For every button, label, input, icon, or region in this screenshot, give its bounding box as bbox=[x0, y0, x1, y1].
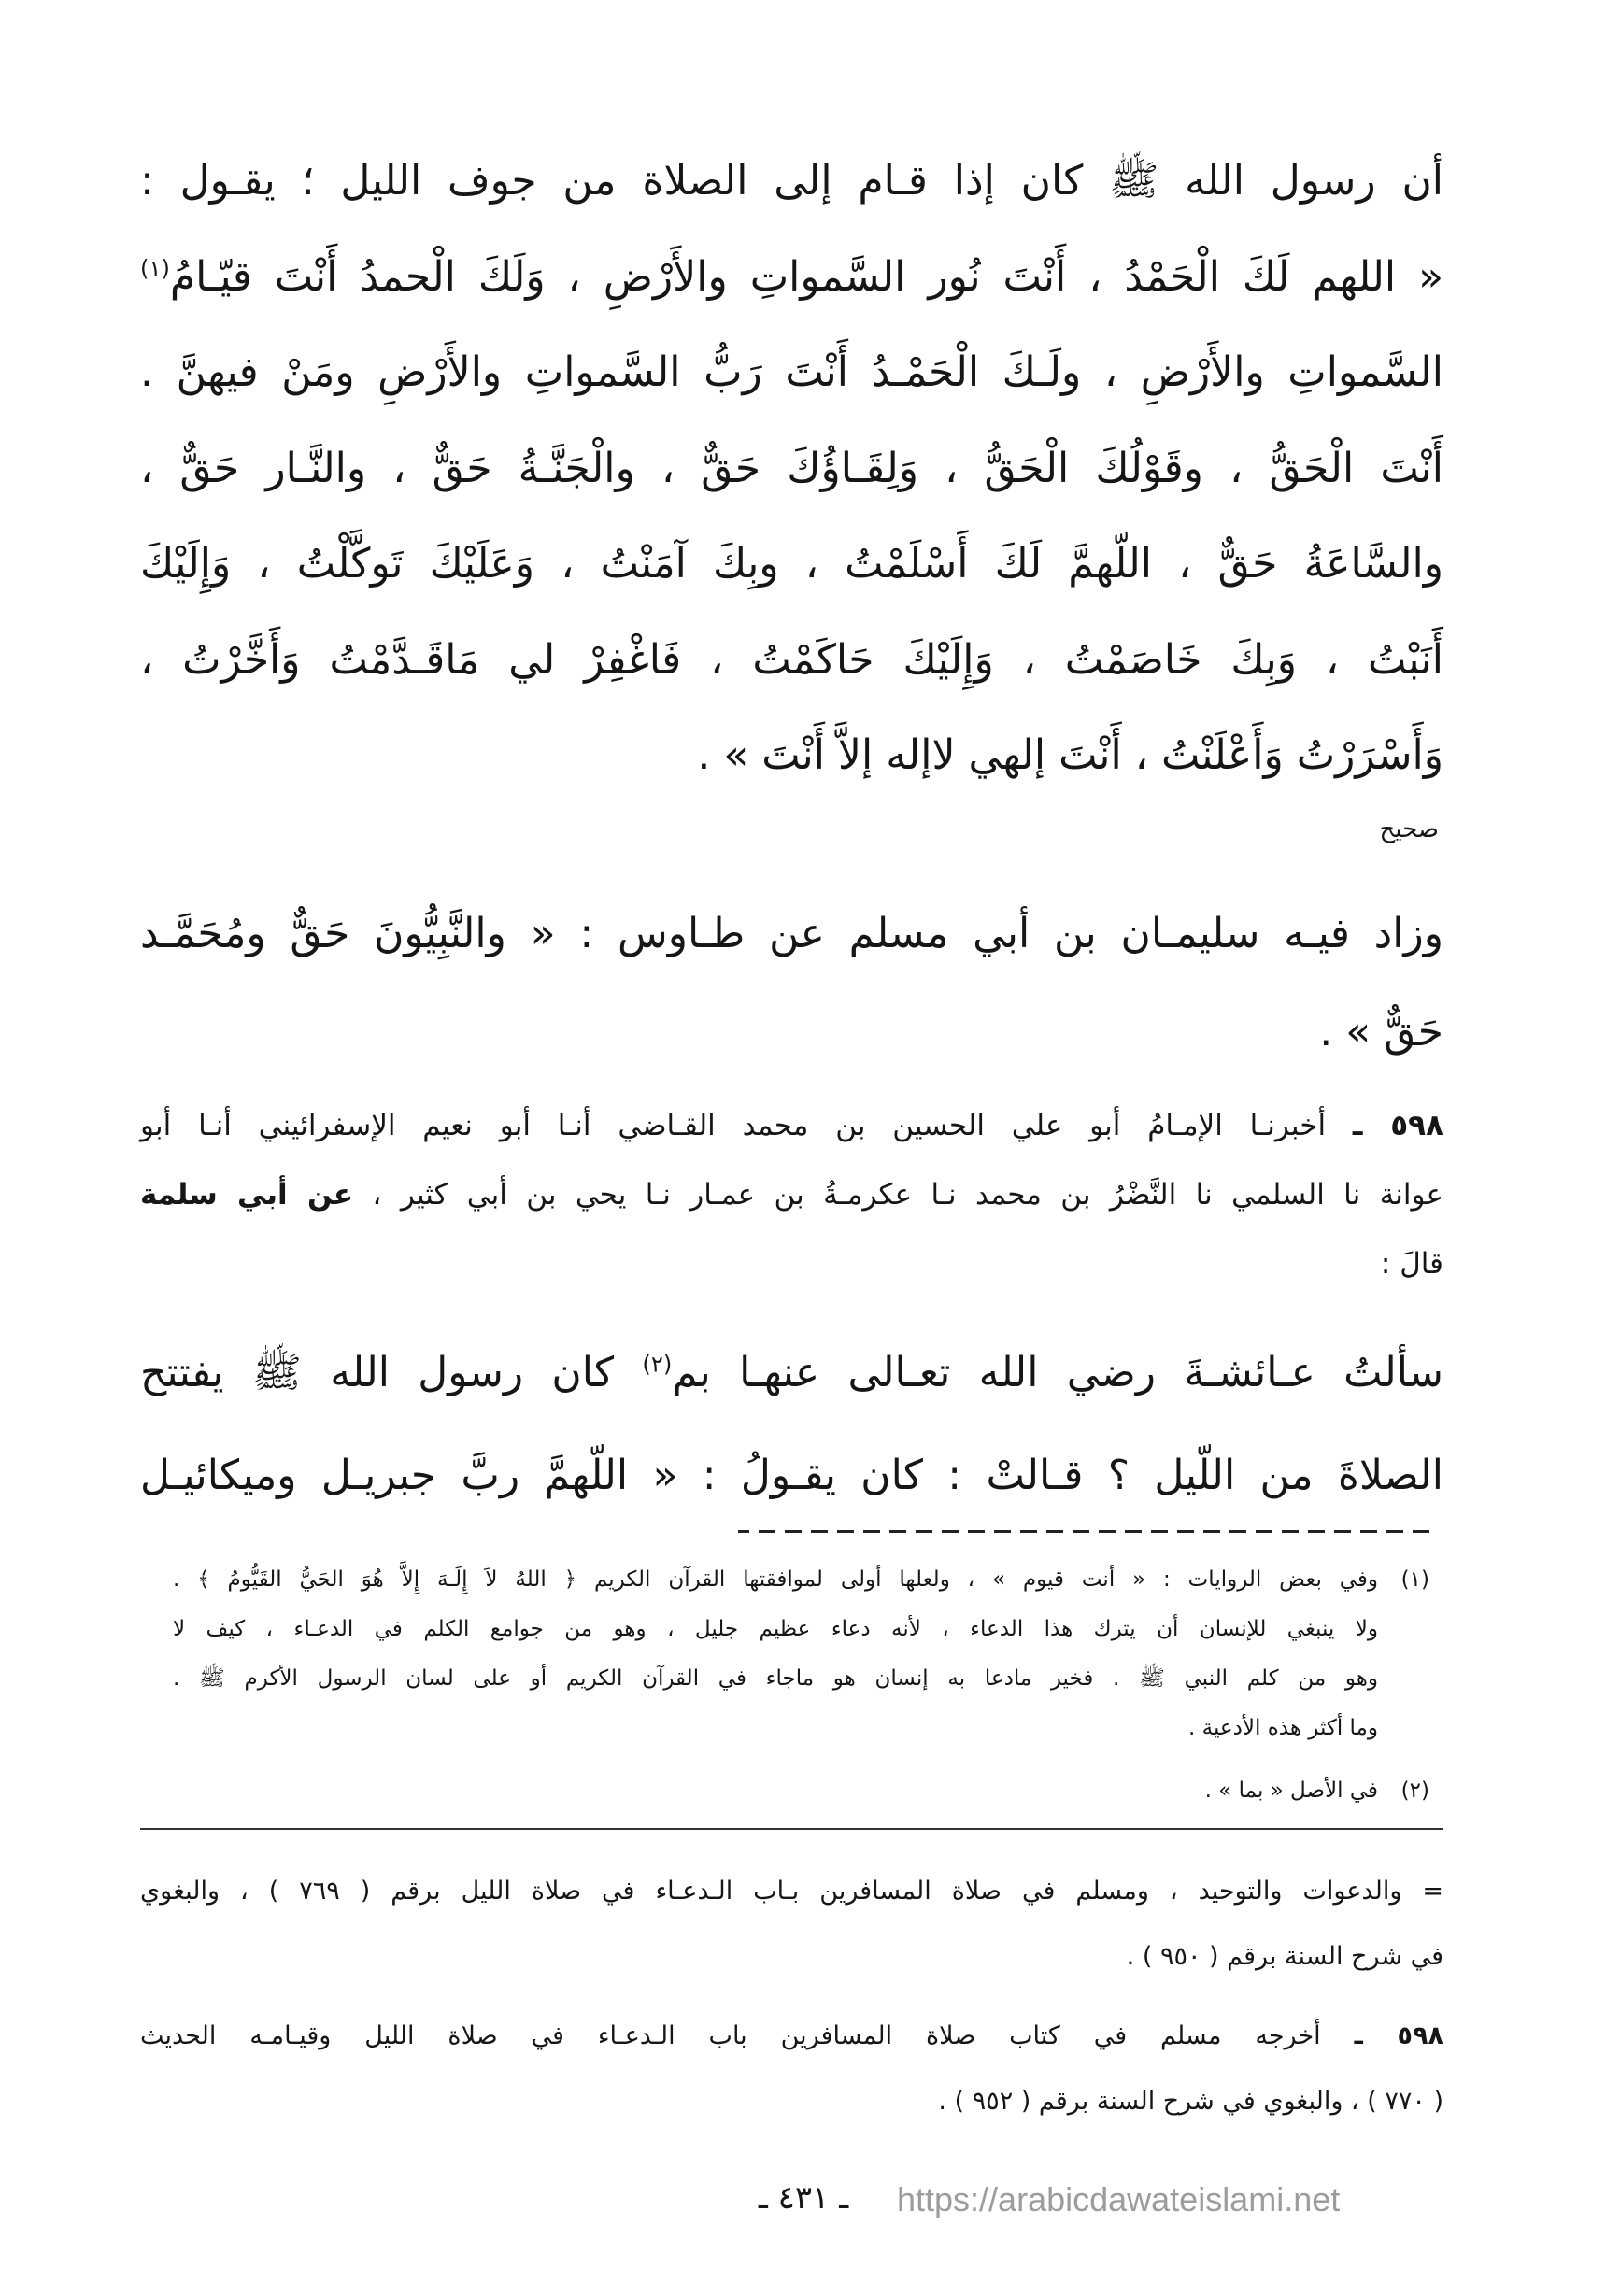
main-text-line-body: « اللهم لَكَ الْحَمْدُ ، أَنْتَ نُور السَّمواتِ والأَرْضِ ، وَلَكَ الْحمدُ أَنْتَ قيّـامُ bbox=[169, 252, 1443, 301]
takhrij-line-text: أخرجه مسلم في كتاب صلاة المسافرين باب الـدعـاء في صلاة الليل وقيـامـه الحديث bbox=[140, 2021, 1321, 2050]
takhrij-598 bbox=[140, 2004, 1443, 2134]
hadith-598-isnad bbox=[140, 1091, 1443, 1298]
addition-line: وزاد فيـه سليمـان بن أبي مسلم عن طـاوس : « والنَّبِيُّونَ حَقٌّ ومُحَمَّـد bbox=[140, 910, 1443, 957]
main-text-line: وَأَسْرَرْتُ وَأَعْلَنْتُ ، أَنْتَ إلهي لاإله إلاَّ أَنْتَ » . bbox=[697, 731, 1443, 779]
isnad-line: قالَ : bbox=[1380, 1247, 1443, 1281]
isnad-line bbox=[140, 1160, 1443, 1229]
main-text-line bbox=[140, 230, 1443, 326]
isnad-narrator-bold: عن أبي سلمة bbox=[140, 1178, 354, 1212]
isnad-line-text: أخبرنـا الإمـامُ أبو علي الحسين بن محمد القـاضي أنـا أبو نعيم الإسفرائيني أنـا أبو bbox=[140, 1109, 1327, 1142]
watermark-url: https://arabicdawateislami.net bbox=[897, 2180, 1341, 2218]
matn-line: الصلاةَ من اللّيل ؟ قـالتْ : كان يقـولُ : « اللّهمَّ ربَّ جبريـل وميكائيـل bbox=[140, 1452, 1443, 1499]
main-text-line: أَنْتَ الْحَقُّ ، وقَوْلُكَ الْحَقُّ ، وَلِقَـاؤُكَ حَقٌّ ، والْجَنَّـةُ حَقٌّ ، والنَّـار حَقٌّ ، bbox=[140, 444, 1443, 492]
matn-line bbox=[140, 1322, 1443, 1424]
footnote-number: (٢) bbox=[1400, 1779, 1429, 1803]
footnote-2-text bbox=[173, 1766, 1378, 1816]
footnote-line: وفي بعض الروايات : « أنت قيوم » ، ولعلها أولى لموافقتها القرآن الكريم ﴿ اللهُ لاَ إِلَـهَ إِلاَّ هُوَ الحَيُّ القَيُّومُ ﴾ . bbox=[173, 1567, 1378, 1592]
matn-line-text: سألتُ عـائشـةَ رضي الله تعـالى عنهـا بم bbox=[672, 1349, 1443, 1396]
main-hadith-text bbox=[140, 134, 1443, 804]
addition-text bbox=[140, 885, 1443, 1081]
main-text-line: السَّمواتِ والأَرْضِ ، ولَـكَ الْحَمْـدُ أَنْتَ رَبُّ السَّمواتِ والأَرْضِ ومَنْ فيهنَّ . bbox=[140, 348, 1443, 396]
main-text-line: أَنَبْتُ ، وَبِكَ خَاصَمْتُ ، وَإِلَيْكَ حَاكَمْتُ ، فَاغْفِرْ لي مَاقَـدَّمْتُ وَأَخَّرْتُ ، bbox=[140, 635, 1443, 684]
footnote-ref-1: (١) bbox=[140, 254, 170, 281]
page-number: ـ ٤٣١ ـ bbox=[758, 2179, 849, 2217]
takhrij-line: = والدعوات والتوحيد ، ومسلم في صلاة المسافرين بـاب الـدعـاء في صلاة الليل برقم ( ٧٦٩ ) ، والبغوي bbox=[140, 1877, 1443, 1906]
footnote-line: ولا ينبغي للإنسان أن يترك هذا الدعاء ، لأنه دعاء عظيم جليل ، وهو من جوامع الكلم في الدعـاء ، كيف لا bbox=[173, 1617, 1378, 1641]
isnad-line-text: عوانة نا السلمي نا النَّضْرُ بن محمد نـا عكرمـةُ بن عمـار نـا يحي بن أبي كثير ، bbox=[372, 1178, 1444, 1212]
matn-line-text: كان رسول الله ﷺ يفتتح bbox=[140, 1349, 615, 1396]
hadith-grade: صحيح bbox=[1379, 815, 1439, 843]
footnote-line: في الأصل « بما » . bbox=[1204, 1779, 1378, 1803]
hadith-598-matn bbox=[140, 1322, 1443, 1527]
footnote-number: (١) bbox=[1400, 1567, 1429, 1592]
footnote-line: وما أكثر هذه الأدعية . bbox=[1188, 1716, 1378, 1740]
footnote-ref-2: (٢) bbox=[642, 1351, 673, 1378]
isnad-line bbox=[140, 1091, 1443, 1160]
footnote-separator-dashed bbox=[738, 1530, 1429, 1533]
takhrij-separator-rule bbox=[140, 1828, 1443, 1830]
addition-line: حَقٌّ » . bbox=[1319, 1008, 1443, 1056]
takhrij-line: ( ٧٧٠ ) ، والبغوي في شرح السنة برقم ( ٩٥٢ ) . bbox=[938, 2087, 1443, 2116]
takhrij-number: ٥٩٨ ـ bbox=[1354, 2021, 1443, 2050]
footnote-1-text bbox=[173, 1555, 1378, 1753]
takhrij-line: في شرح السنة برقم ( ٩٥٠ ) . bbox=[1126, 1942, 1443, 1971]
footnote-line: وهو من كلم النبي ﷺ . فخير مادعا به إنسان هو ماجاء في القرآن الكريم أو على لسان الرسول الأكرم ﷺ . bbox=[173, 1666, 1378, 1691]
hadith-number: ٥٩٨ ـ bbox=[1352, 1109, 1444, 1142]
main-text-line: والسَّاعَةُ حَقٌّ ، اللّهمَّ لَكَ أَسْلَمْتُ ، وبِكَ آمَنْتُ ، وَعَلَيْكَ تَوكَّلْتُ ، وَإِلَيْكَ bbox=[140, 540, 1443, 588]
takhrij-continuation bbox=[140, 1859, 1443, 1990]
main-text-line: أن رسول الله ﷺ كان إذا قـام إلى الصلاة من جوف الليل ؛ يقـول : bbox=[140, 157, 1443, 205]
takhrij-line bbox=[140, 2004, 1443, 2069]
